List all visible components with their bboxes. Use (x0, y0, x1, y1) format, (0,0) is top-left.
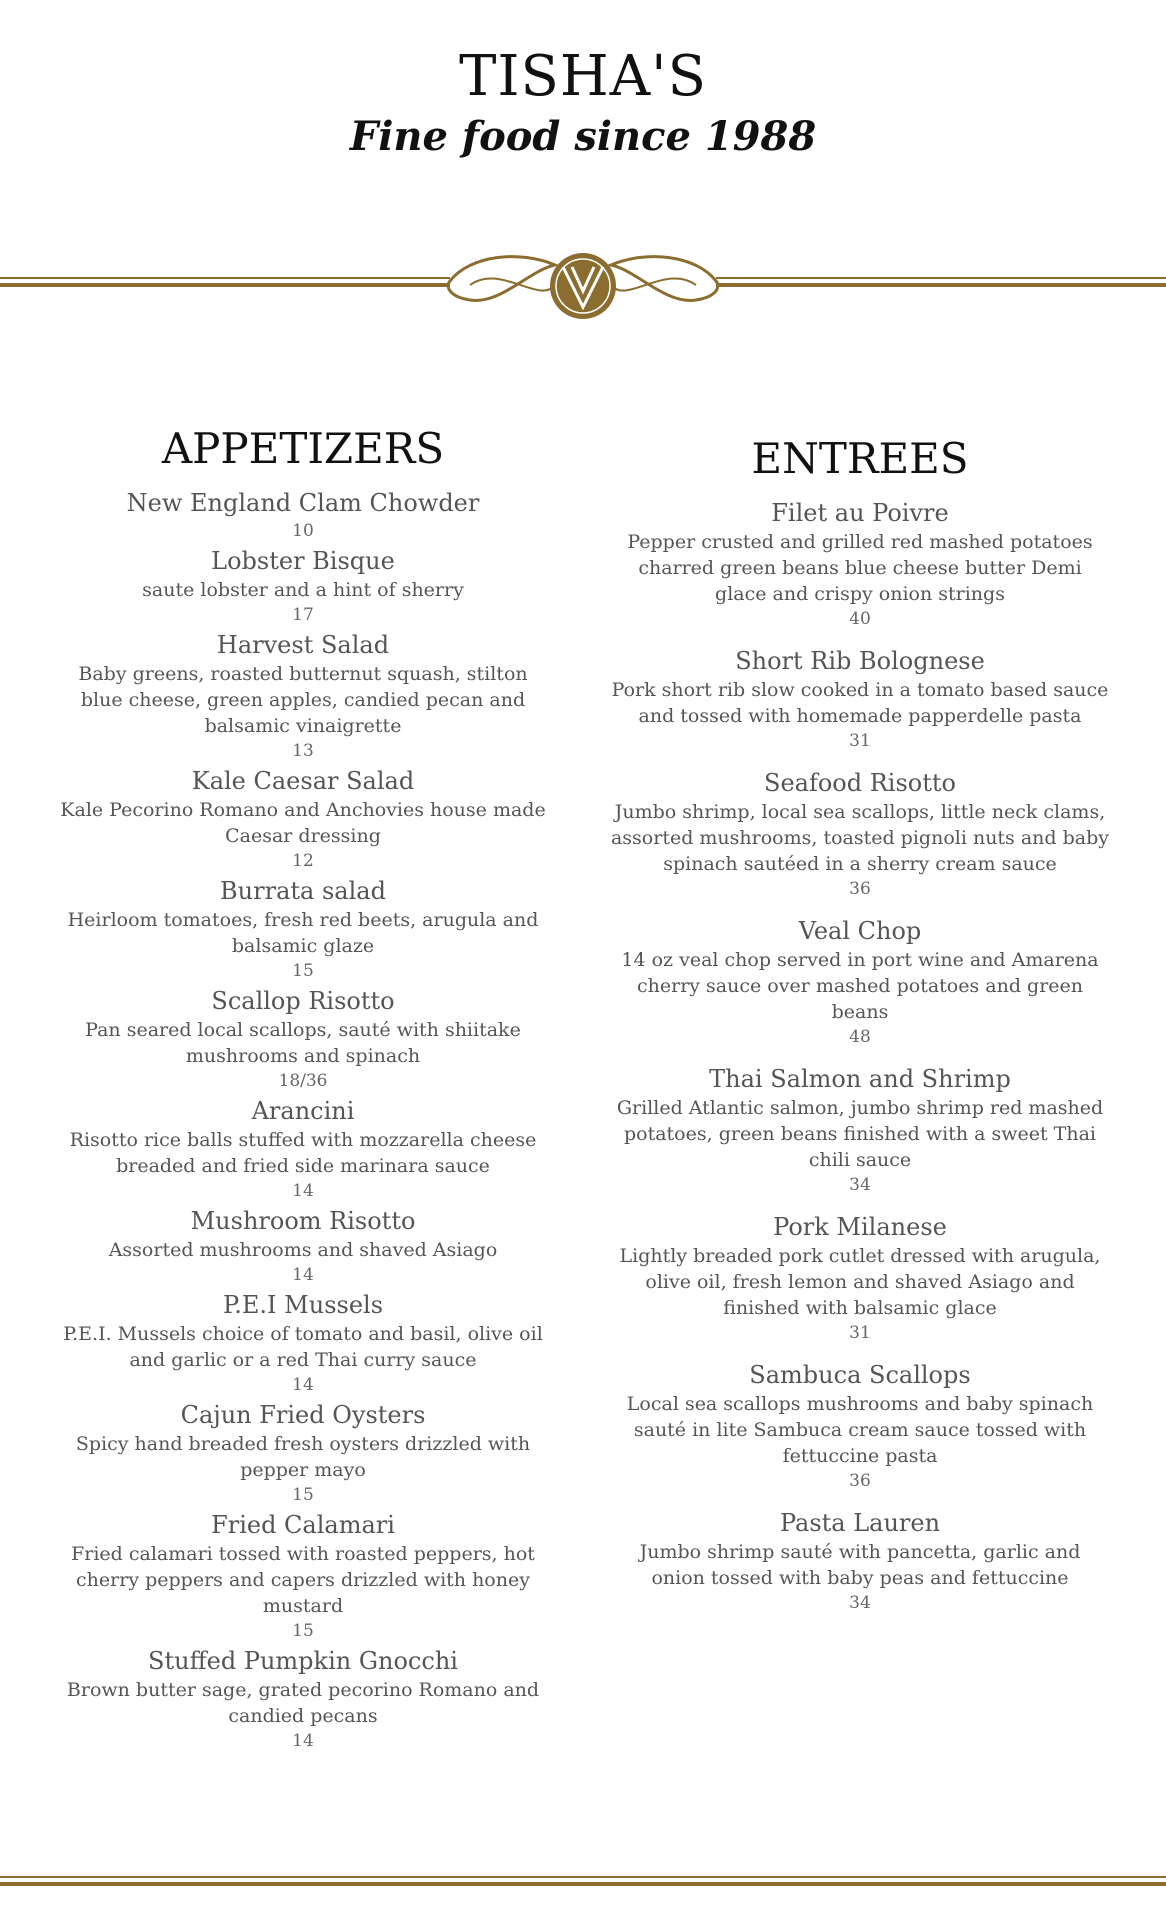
menu-item-description: Lightly breaded pork cutlet dressed with arugula, olive oil, fresh lemon and shaved Asiago and finished with balsamic glace (619, 1245, 1101, 1319)
menu-item (58, 1095, 548, 1203)
menu-item-description: Fried calamari tossed with roasted peppers, hot cherry peppers and capers drizzled with honey mustard (71, 1543, 535, 1617)
menu-item-description: Grilled Atlantic salmon, jumbo shrimp red mashed potatoes, green beans finished with a sweet Thai chili sauce (616, 1097, 1104, 1171)
menu-item-description: Assorted mushrooms and shaved Asiago (108, 1239, 498, 1261)
menu-item-description: Pan seared local scallops, sauté with shiitake mushrooms and spinach (85, 1019, 521, 1067)
menu-item-name: Fried Calamari (211, 1511, 395, 1539)
menu-item-description: Local sea scallops mushrooms and baby spinach sauté in lite Sambuca cream sauce tossed with fettuccine pasta (626, 1393, 1094, 1467)
menu-item-name: Kale Caesar Salad (191, 767, 415, 795)
menu-item (610, 1507, 1110, 1615)
entrees-title: ENTREES (751, 434, 969, 483)
menu-item (58, 1205, 548, 1287)
menu-item-description: Jumbo shrimp, local sea scallops, little neck clams, assorted mushrooms, toasted pignoli nuts and baby spinach sautéed in a sherry cream sauce (610, 801, 1110, 875)
menu-item-price: 15 (292, 1485, 314, 1505)
menu-item-name: Stuffed Pumpkin Gnocchi (148, 1647, 458, 1675)
menu-item (610, 1211, 1110, 1345)
menu-item-name: Harvest Salad (216, 631, 390, 659)
menu-item-description: 14 oz veal chop served in port wine and Amarena cherry sauce over mashed potatoes and green beans (621, 949, 1099, 1023)
menu-item (610, 767, 1110, 901)
menu-item (58, 875, 548, 983)
menu-item-name: New England Clam Chowder (126, 489, 480, 517)
appetizers-section (58, 424, 548, 1755)
menu-item-description: Baby greens, roasted butternut squash, stilton blue cheese, green apples, candied pecan and balsamic vinaigrette (78, 663, 528, 737)
menu-item-description: P.E.I. Mussels choice of tomato and basil, olive oil and garlic or a red Thai curry sauce (63, 1323, 543, 1371)
menu-item-price: 14 (292, 1731, 314, 1751)
menu-item-price: 40 (849, 609, 871, 629)
restaurant-tagline: Fine food since 1988 (349, 112, 817, 160)
entrees-list (610, 497, 1110, 1615)
menu-item-price: 15 (292, 1621, 314, 1641)
menu-item-description: Spicy hand breaded fresh oysters drizzled with pepper mayo (75, 1433, 531, 1481)
menu-item-price: 15 (292, 961, 314, 981)
menu-item-description: saute lobster and a hint of sherry (142, 579, 464, 601)
menu-item-name: Thai Salmon and Shrimp (709, 1065, 1011, 1093)
menu-item-price: 13 (292, 741, 314, 761)
menu-item-name: Scallop Risotto (211, 987, 395, 1015)
footer-divider (0, 1875, 1166, 1889)
menu-item-name: P.E.I Mussels (222, 1291, 384, 1319)
menu-item-price: 12 (292, 851, 314, 871)
menu-item (610, 645, 1110, 753)
menu-item (58, 1289, 548, 1397)
menu-item-name: Veal Chop (798, 917, 922, 945)
menu-item (610, 915, 1110, 1049)
menu-item (58, 629, 548, 763)
menu-item-name: Arancini (251, 1097, 355, 1125)
menu-item-name: Burrata salad (220, 877, 386, 905)
menu-item-price: 36 (849, 1471, 871, 1491)
menu-item-price: 10 (292, 521, 314, 541)
appetizers-list (58, 487, 548, 1753)
menu-item-price: 14 (292, 1181, 314, 1201)
menu-item (58, 1399, 548, 1507)
menu-item-description: Pepper crusted and grilled red mashed potatoes charred green beans blue cheese butter Demi glace and crispy onion strings (627, 531, 1093, 605)
menu-item-price: 17 (292, 605, 314, 625)
menu-item (58, 1645, 548, 1753)
menu-item-price: 31 (849, 731, 871, 751)
menu-item (610, 497, 1110, 631)
menu-item-price: 34 (849, 1593, 871, 1613)
menu-item (58, 765, 548, 873)
menu-item-name: Mushroom Risotto (190, 1207, 416, 1235)
menu-item-price: 14 (292, 1265, 314, 1285)
menu-item-price: 48 (849, 1027, 871, 1047)
menu-item-name: Pork Milanese (773, 1213, 947, 1241)
menu-item-name: Lobster Bisque (211, 547, 395, 575)
menu-item-description: Brown butter sage, grated pecorino Romano and candied pecans (66, 1679, 540, 1727)
menu-item-price: 14 (292, 1375, 314, 1395)
menu-item (610, 1359, 1110, 1493)
menu-item (58, 985, 548, 1093)
menu-item-name: Filet au Poivre (771, 499, 949, 527)
menu-item-description: Heirloom tomatoes, fresh red beets, arugula and balsamic glaze (67, 909, 539, 957)
gold-divider-ornament-icon (0, 245, 1166, 335)
menu-item-description: Pork short rib slow cooked in a tomato based sauce and tossed with homemade papperdelle pasta (611, 679, 1109, 727)
menu-item-description: Risotto rice balls stuffed with mozzarella cheese breaded and fried side marinara sauce (69, 1129, 537, 1177)
menu-item-name: Sambuca Scallops (749, 1361, 971, 1389)
menu-item-price: 34 (849, 1175, 871, 1195)
menu-item (58, 1509, 548, 1643)
menu-item-name: Cajun Fried Oysters (180, 1401, 426, 1429)
restaurant-name: TISHA'S (459, 44, 707, 109)
menu-item-name: Seafood Risotto (764, 769, 956, 797)
menu-item (58, 487, 548, 543)
menu-item-price: 36 (849, 879, 871, 899)
entrees-section (610, 434, 1110, 1629)
menu-item-price: 18/36 (278, 1071, 328, 1091)
menu-header (0, 44, 1166, 160)
menu-item-name: Pasta Lauren (779, 1509, 941, 1537)
menu-item-description: Kale Pecorino Romano and Anchovies house made Caesar dressing (60, 799, 546, 847)
menu-item-name: Short Rib Bolognese (735, 647, 985, 675)
menu-item (610, 1063, 1110, 1197)
appetizers-title: APPETIZERS (161, 424, 445, 473)
menu-item (58, 545, 548, 627)
menu-item-description: Jumbo shrimp sauté with pancetta, garlic and onion tossed with baby peas and fettuccine (639, 1541, 1081, 1589)
menu-item-price: 31 (849, 1323, 871, 1343)
